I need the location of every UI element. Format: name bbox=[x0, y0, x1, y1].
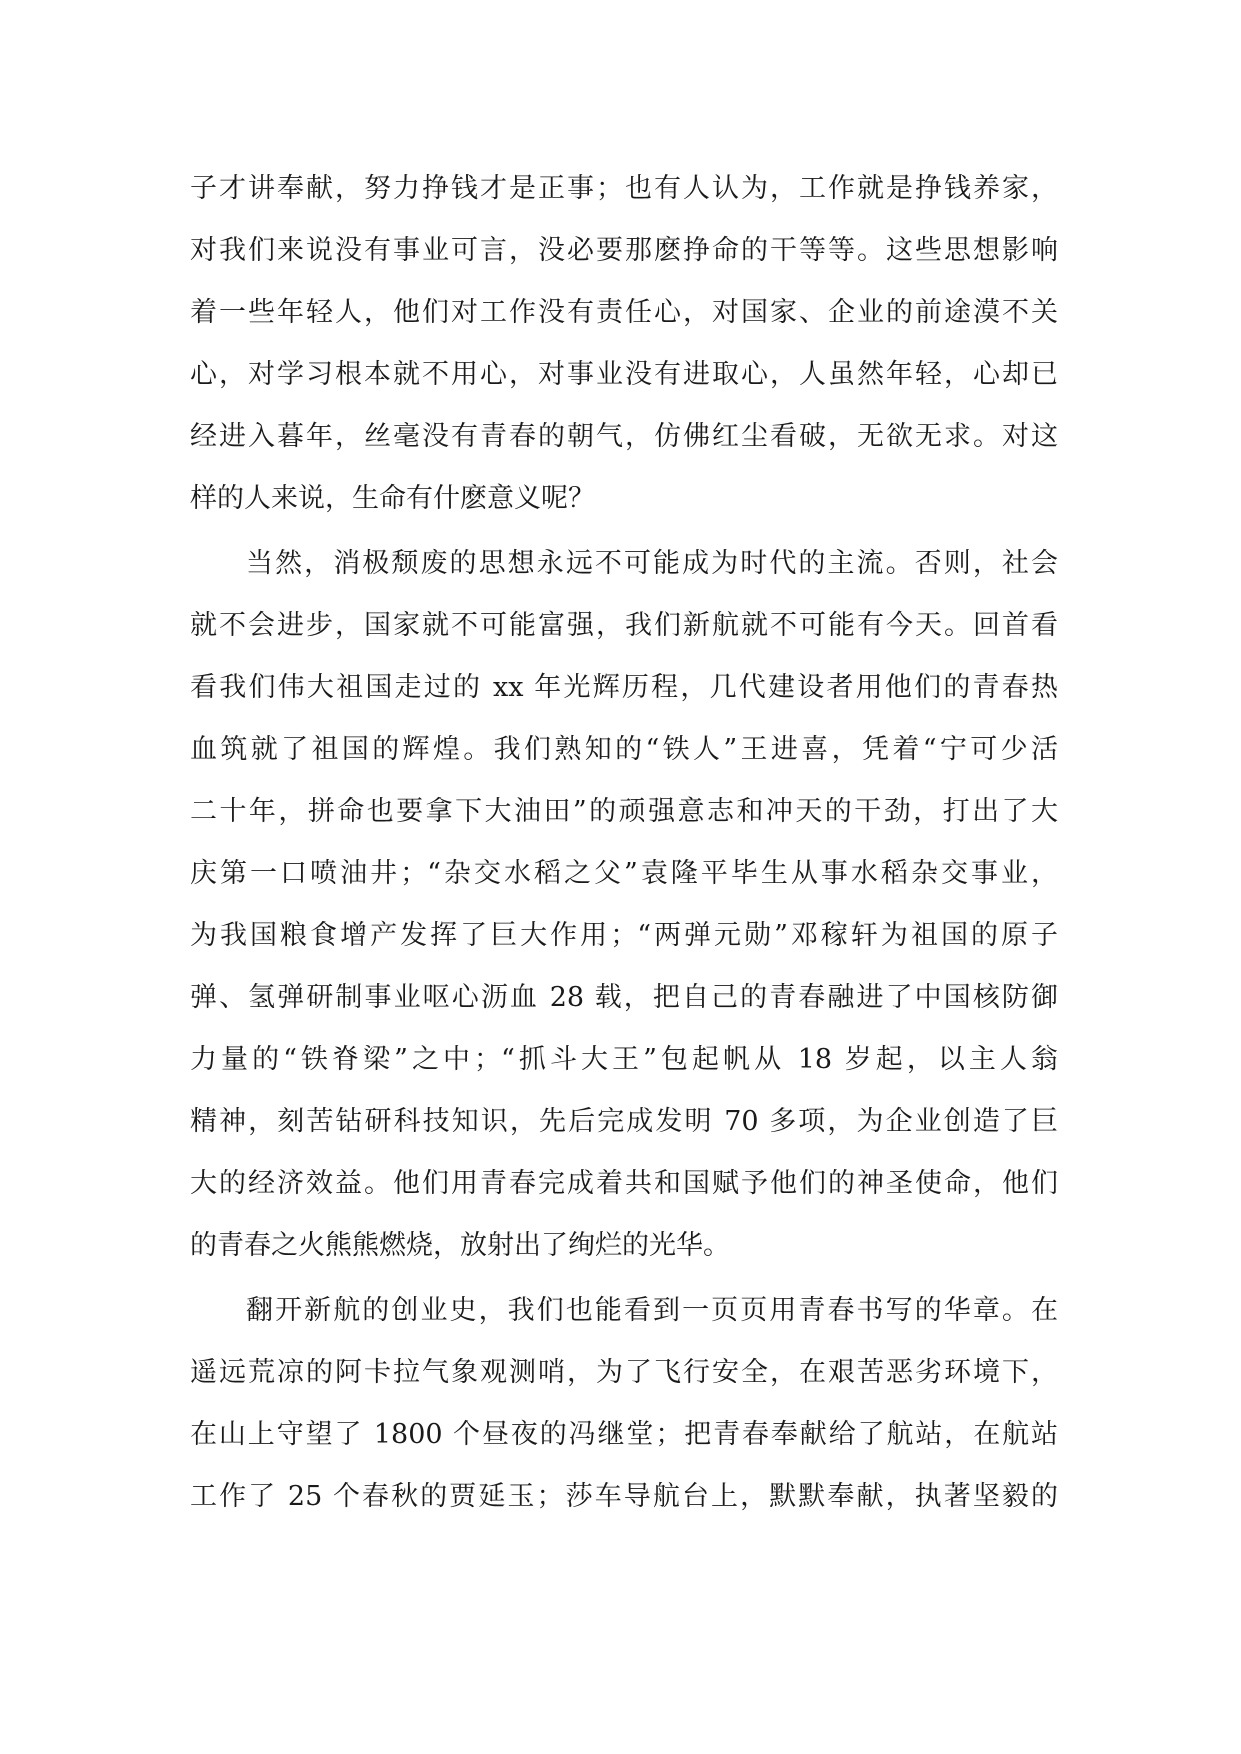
text-line: 弹、氢弹研制事业呕心沥血 28 载，把自己的青春融进了中国核防御 bbox=[190, 982, 1058, 1013]
text-line: 遥远荒凉的阿卡拉气象观测哨，为了飞行安全，在艰苦恶劣环境下， bbox=[190, 1357, 1058, 1388]
paragraph-1 bbox=[190, 158, 1058, 530]
text-line: 经进入暮年，丝毫没有青春的朝气，仿佛红尘看破，无欲无求。对这 bbox=[190, 421, 1058, 452]
text-line: 翻开新航的创业史，我们也能看到一页页用青春书写的华章。在 bbox=[246, 1295, 1058, 1326]
text-line: 就不会进步，国家就不可能富强，我们新航就不可能有今天。回首看 bbox=[190, 610, 1058, 641]
text-line: 着一些年轻人，他们对工作没有责任心，对国家、企业的前途漠不关 bbox=[190, 297, 1058, 328]
document-body bbox=[190, 158, 1058, 1528]
text-line: 工作了 25 个春秋的贾延玉；莎车导航台上，默默奉献，执著坚毅的 bbox=[190, 1481, 1058, 1512]
text-line: 庆第一口喷油井；“杂交水稻之父”袁隆平毕生从事水稻杂交事业， bbox=[190, 858, 1058, 889]
paragraph-3 bbox=[190, 1280, 1058, 1528]
text-line: 样的人来说，生命有什麽意义呢？ bbox=[190, 483, 595, 514]
text-line: 在山上守望了 1800 个昼夜的冯继堂；把青春奉献给了航站，在航站 bbox=[190, 1419, 1058, 1450]
text-line: 血筑就了祖国的辉煌。我们熟知的“铁人”王进喜，凭着“宁可少活 bbox=[190, 734, 1058, 765]
text-line: 力量的“铁脊梁”之中；“抓斗大王”包起帆从 18 岁起，以主人翁 bbox=[190, 1044, 1058, 1075]
text-line: 为我国粮食增产发挥了巨大作用；“两弹元勋”邓稼轩为祖国的原子 bbox=[190, 920, 1058, 951]
text-line: 大的经济效益。他们用青春完成着共和国赋予他们的神圣使命，他们 bbox=[190, 1168, 1058, 1199]
text-line: 看我们伟大祖国走过的 xx 年光辉历程，几代建设者用他们的青春热 bbox=[190, 672, 1058, 703]
text-line: 子才讲奉献，努力挣钱才是正事；也有人认为，工作就是挣钱养家， bbox=[190, 173, 1058, 204]
text-line: 当然，消极颓废的思想永远不可能成为时代的主流。否则，社会 bbox=[246, 548, 1058, 579]
text-line: 二十年，拼命也要拿下大油田”的顽强意志和冲天的干劲，打出了大 bbox=[190, 796, 1058, 827]
text-line: 对我们来说没有事业可言，没必要那麽挣命的干等等。这些思想影响 bbox=[190, 235, 1058, 266]
text-line: 心，对学习根本就不用心，对事业没有进取心，人虽然年轻，心却已 bbox=[190, 359, 1058, 390]
text-line: 精神，刻苦钻研科技知识，先后完成发明 70 多项，为企业创造了巨 bbox=[190, 1106, 1058, 1137]
paragraph-2 bbox=[190, 533, 1058, 1277]
text-line: 的青春之火熊熊燃烧，放射出了绚烂的光华。 bbox=[190, 1230, 730, 1261]
